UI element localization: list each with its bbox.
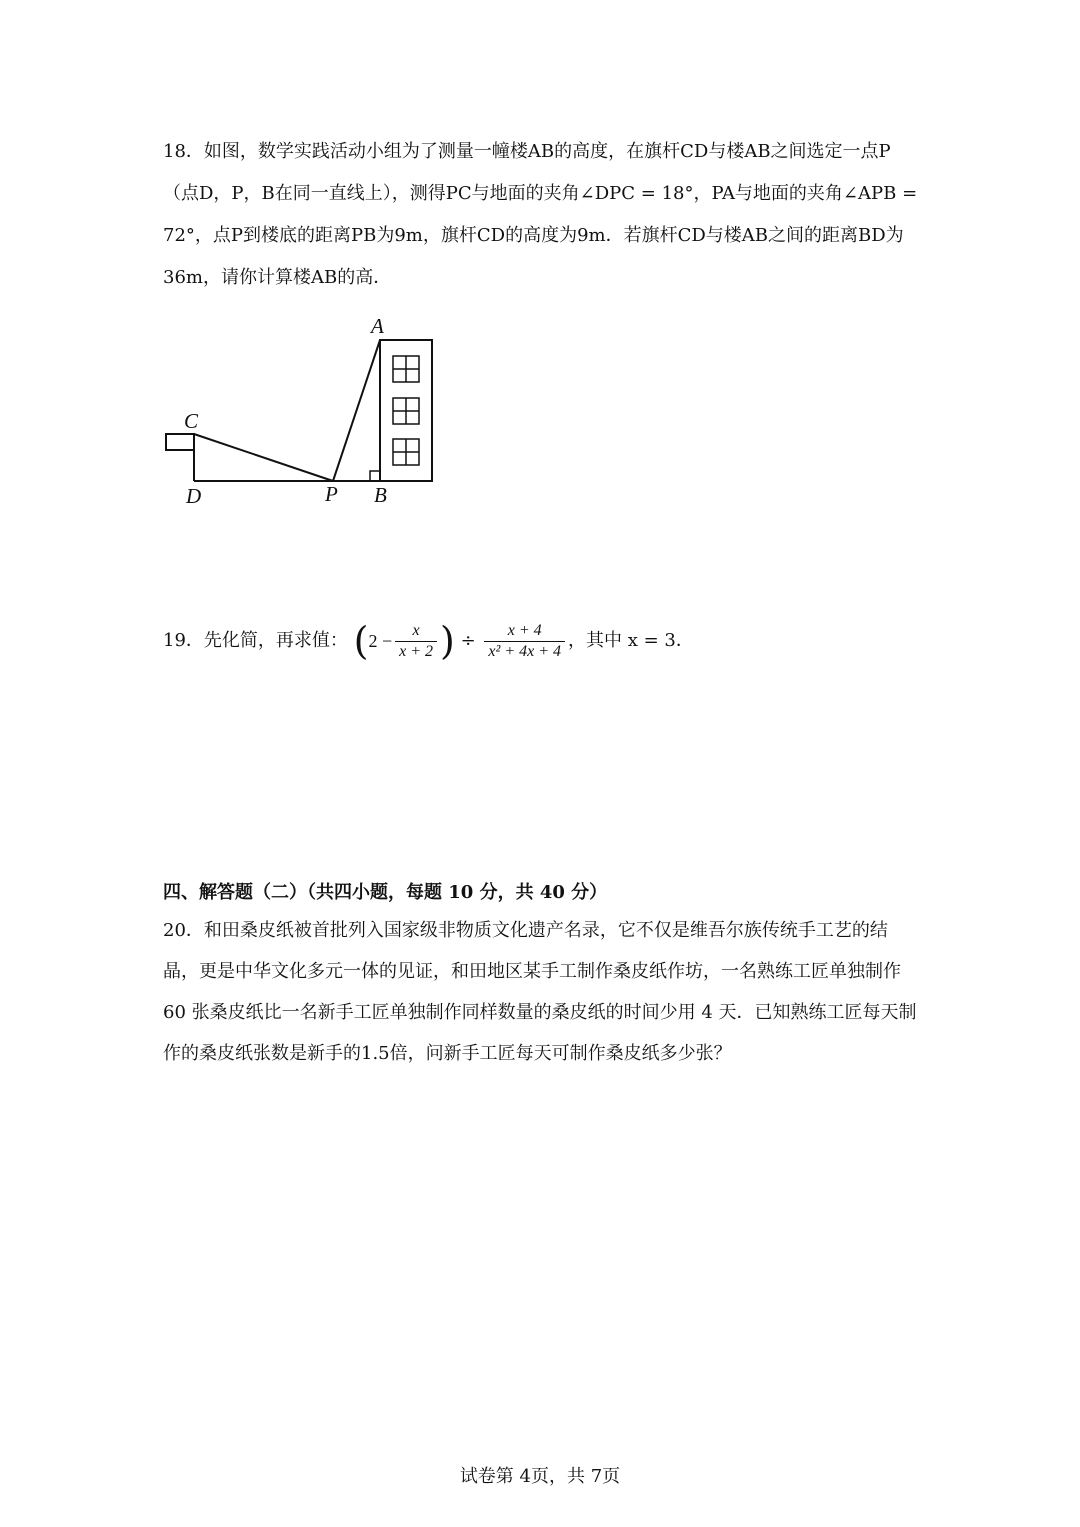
segment-pc	[194, 434, 333, 481]
divide-sign: ÷	[460, 630, 476, 651]
fraction-1-denominator: x + 2	[399, 642, 434, 660]
window-3	[393, 439, 419, 465]
question-19-tail: ，其中 x = 3．	[568, 630, 694, 651]
segment-pa	[333, 340, 380, 481]
two-minus: 2 −	[368, 631, 393, 651]
fraction-1-numerator: x	[395, 621, 437, 642]
section-4-title: 四、解答题（二）（共四小题，每题 10 分，共 40 分）	[163, 882, 608, 903]
question-18-number: 18．	[163, 141, 204, 162]
question-19-lead: 先化简，再求值：	[203, 630, 348, 651]
question-19	[163, 618, 863, 664]
question-20-text: 和田桑皮纸被首批列入国家级非物质文化遗产名录，它不仅是维吾尔族传统手工艺的结晶，更是中华文化多元一体的见证，和田地区某手工制作桑皮纸作坊，一名熟练工匠单独制作 60 张桑皮纸比一名新手工匠单独制作同样数量的桑皮纸的时间少用 4 天．已知熟练工匠每天制作的桑皮纸张数是新手的1.5倍，问新手工匠每天可制作桑皮纸多少张？	[163, 920, 917, 1064]
label-d: D	[186, 484, 202, 508]
question-18	[163, 131, 923, 299]
question-18-text: 如图，数学实践活动小组为了测量一幢楼AB的高度，在旗杆CD与楼AB之间选定一点P（点D，P，B在同一直线上），测得PC与地面的夹角∠DPC = 18°，PA与地面的夹角∠APB = 72°，点P到楼底的距离PB为9m，旗杆CD的高度为9m．若旗杆CD与楼AB之间的距离BD为36m，请你计算楼AB的高．	[163, 141, 918, 288]
page-footer: 试卷第 4页，共 7页	[459, 1466, 621, 1487]
fraction-2-denominator: x² + 4x + 4	[488, 642, 562, 660]
window-2	[393, 398, 419, 424]
flag-rect	[166, 434, 194, 450]
question-20-number: 20．	[163, 920, 204, 941]
right-angle-mark	[370, 471, 380, 481]
question-19-number: 19．	[163, 630, 204, 651]
building-flagpole-figure	[150, 312, 450, 512]
question-20	[163, 910, 923, 1074]
fraction-1	[395, 621, 437, 662]
expression	[354, 618, 568, 664]
fraction-2	[484, 621, 565, 662]
paren-close: )	[440, 619, 455, 663]
window-1	[393, 356, 419, 382]
label-b: B	[374, 483, 387, 507]
fraction-2-numerator: x + 4	[484, 621, 565, 642]
label-c: C	[184, 409, 199, 433]
paren-open: (	[353, 619, 369, 663]
label-a: A	[371, 314, 384, 338]
label-p: P	[325, 482, 338, 506]
